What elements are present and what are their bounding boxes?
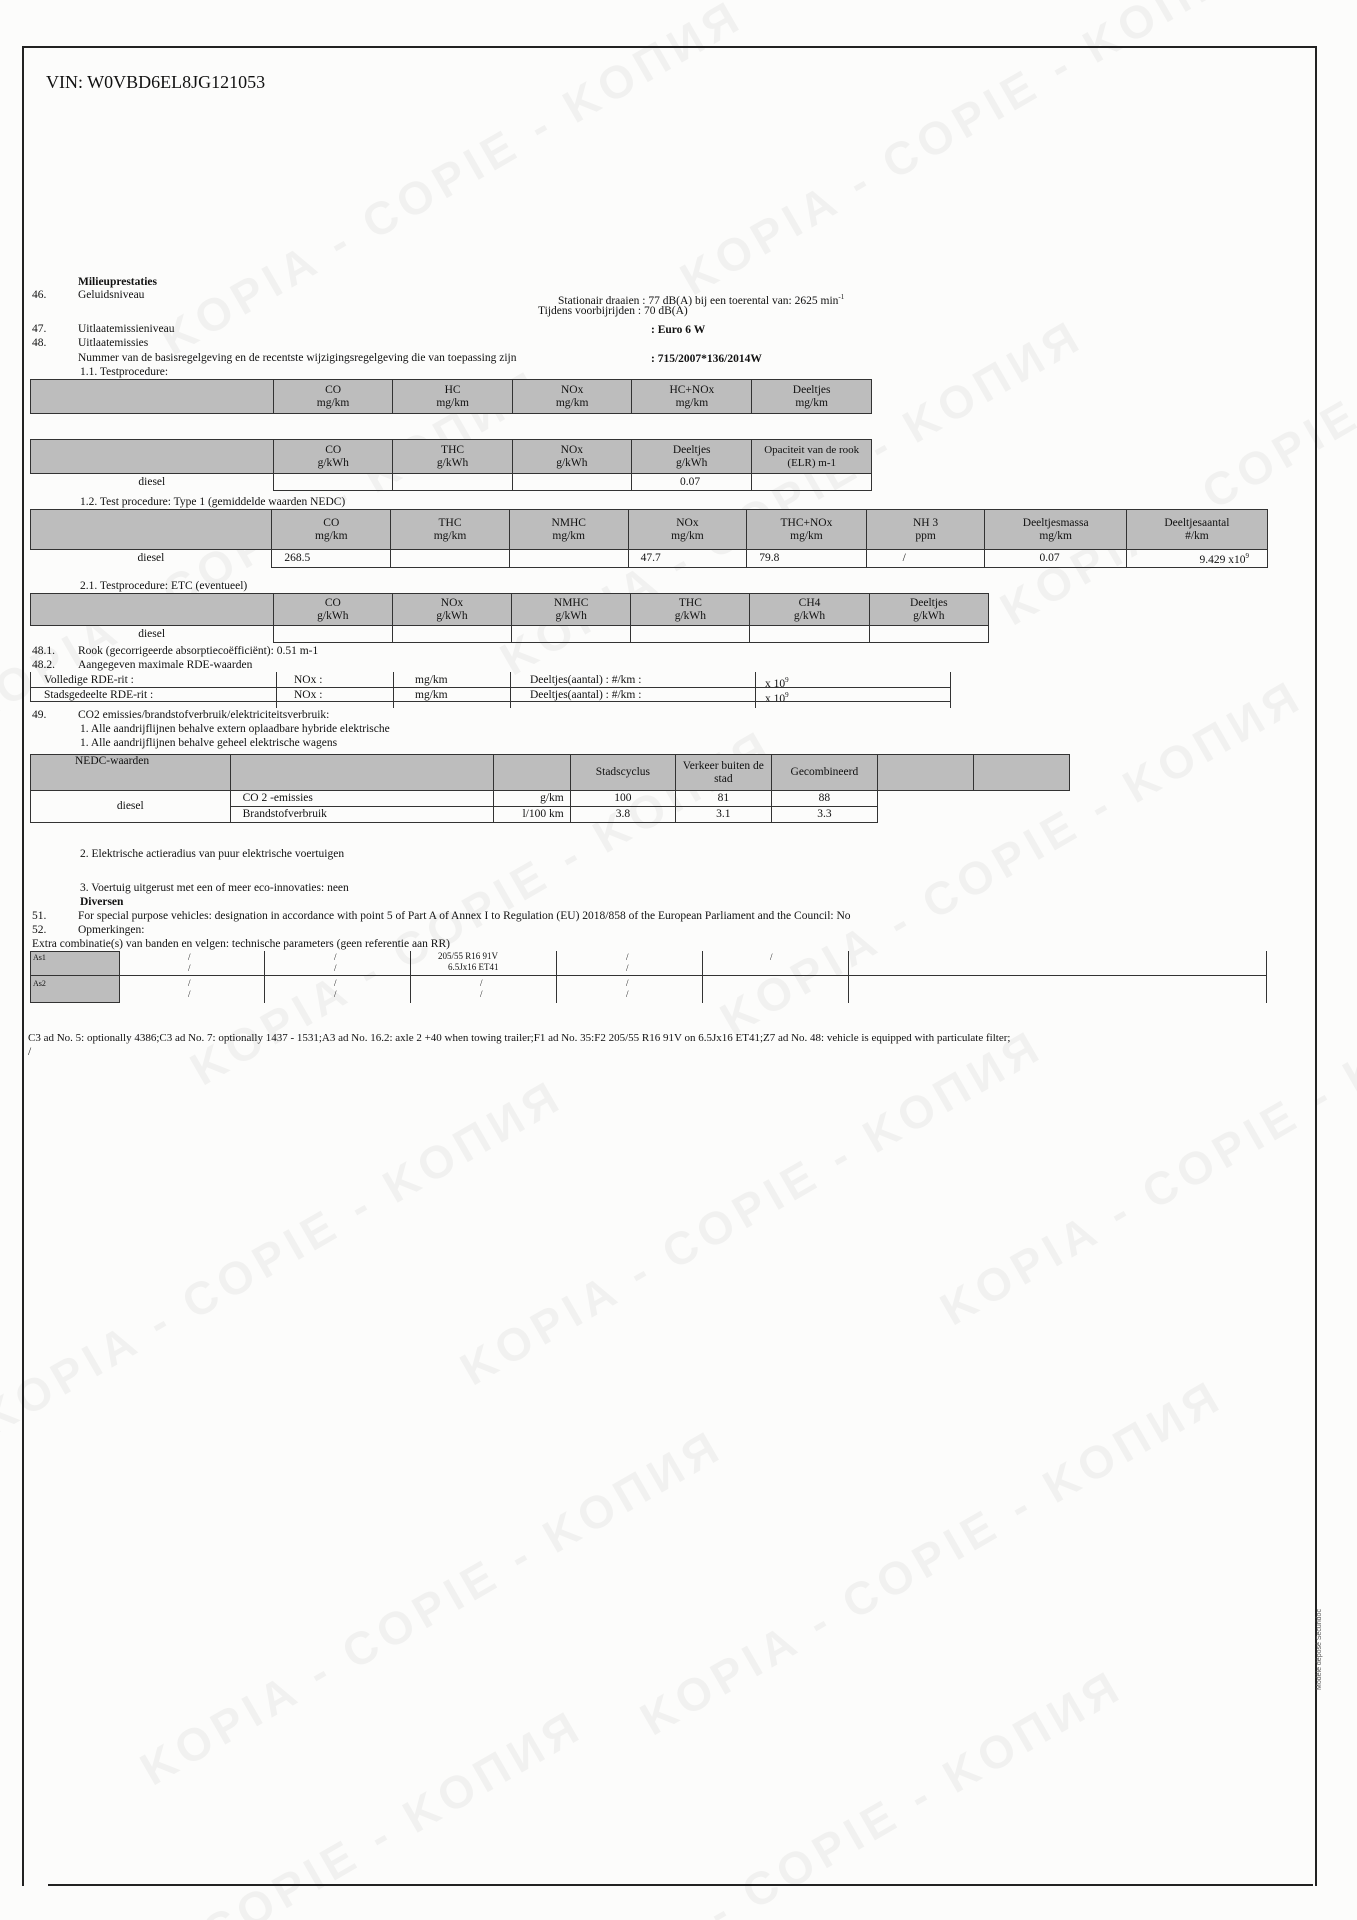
table-12: CO mg/km THC mg/km NMHC mg/km NOx mg/km THC+NOx mg/km NH 3 ppm Deeltjesmassa mg/km Deeltjesaantal #/km diesel 268.5 47.7 79.8 / 0.07 9.429 $x10^9$ (30, 509, 1268, 568)
opm-label: Opmerkingen: (78, 924, 145, 936)
num-48: 48. (32, 337, 47, 349)
tyre-size: 205/55 R16 91V (438, 951, 499, 961)
uitlaatniveau-label: Uitlaatemissieniveau (78, 323, 175, 335)
special-text: For special purpose vehicles: designation in accordance with point 5 of Part A of Annex I to Regulation (EU) 2018/858 of the European Parliament and the Council: No (78, 910, 851, 922)
nedc-table: NEDC-waarden Stadscyclus Verkeer buiten de stad Gecombineerd diesel CO 2 -emissies g/km 100 81 88 Brandstofverbruik l/100 km 3.8 3.1 3.3 (30, 754, 1070, 823)
table-12-count-value: 9.429 $x10^9$ (1126, 550, 1267, 568)
diversen-title: Diversen (80, 896, 124, 908)
table-11a-blank (31, 380, 274, 414)
table-11b-fuel: diesel (138, 475, 166, 488)
eco-label: 3. Voertuig uitgerust met een of meer eco-innovaties: neen (80, 882, 349, 894)
num-46: 46. (32, 289, 47, 301)
test21-label: 2.1. Testprocedure: ETC (eventueel) (80, 580, 248, 592)
basis-label: Nummer van de basisregelgeving en de recentste wijzigingsregelgeving die van toepassing zijn (78, 352, 517, 364)
nedc-fuel: diesel (31, 791, 231, 823)
test12-label: 1.2. Test procedure: Type 1 (gemiddelde waarden NEDC) (80, 496, 346, 508)
nedc-title: NEDC-waarden (31, 755, 231, 791)
table-12-co-value: 268.5 (272, 550, 391, 568)
elektr-label: 2. Elektrische actieradius van puur elektrische voertuigen (80, 848, 345, 860)
tyre-as1-label: As1 (33, 953, 46, 962)
num-481: 48.1. (32, 645, 55, 657)
table-21: CO g/kWh NOx g/kWh NMHC g/kWh THC g/kWh CH4 g/kWh Deeltjes g/kWh diesel (30, 593, 989, 643)
test11-label: 1.1. Testprocedure: (80, 366, 169, 378)
tyre-table: As1 As2 / / 205/55 R16 91V / / / / 6.5Jx16 ET41 / / / / / / / / / (30, 951, 1266, 1003)
alle1-label: 1. Alle aandrijflijnen behalve extern oplaadbare hybride elektrische (80, 723, 390, 735)
num-51: 51. (32, 910, 47, 922)
stationair-text: Stationair draaien : 77 dB(A) bij een toerental van: 2625 $\min^{-1}$ (558, 293, 845, 307)
vin-number: VIN: W0VBD6EL8JG121053 (46, 72, 266, 92)
num-52: 52. (32, 924, 47, 936)
table-12-mass-value: 0.07 (985, 550, 1126, 568)
remarks-text: C3 ad No. 5: optionally 4386;C3 ad No. 7: optionally 1437 - 1531;A3 ad No. 16.2: axle 2 +40 when towing trailer;F1 ad No. 35:F2 205/55 R16 91V on 6.5Jx16 ET41;Z7 ad No. 48: vehicle is equipped with particulate filter; (28, 1032, 1011, 1044)
alle2-label: 1. Alle aandrijflijnen behalve geheel elektrische wagens (80, 737, 338, 749)
tyre-as2-label: As2 (33, 979, 46, 988)
table-11b: CO g/kWh THC g/kWh NOx g/kWh Deeltjes g/kWh Opaciteit van de rook (ELR) m-1 diesel 0.07 (30, 439, 872, 491)
table-11a-nox: NOx mg/km (512, 380, 632, 414)
extra-label: Extra combinatie(s) van banden en velgen: technische parameters (geen referentie aan RR) (32, 938, 450, 950)
milieu-title: Milieuprestaties (78, 276, 157, 288)
side-note: Modèle déposé Securidoc (1316, 1609, 1323, 1690)
rim-size: 6.5Jx16 ET41 (448, 962, 499, 972)
rde-label: Aangegeven maximale RDE-waarden (78, 659, 253, 671)
table-11a-hcnox: HC+NOx mg/km (632, 380, 752, 414)
num-47: 47. (32, 323, 47, 335)
rook-label: Rook (gecorrigeerde absorptiecoëfficiënt): 0.51 m-1 (78, 645, 319, 657)
remarks-slash: / (28, 1046, 32, 1058)
table-12-nox-value: 47.7 (628, 550, 747, 568)
table-11a-hc: HC mg/km (393, 380, 513, 414)
table-11a-deeltjes: Deeltjes mg/km (752, 380, 872, 414)
voorbij-text: Tijdens voorbijrijden : 70 dB(A) (538, 305, 688, 317)
table-11b-deeltjes-value: 0.07 (632, 474, 752, 491)
basis-value: : 715/2007*136/2014W (651, 353, 762, 365)
co2-label: CO2 emissies/brandstofverbruik/elektriciteitsverbruik: (78, 709, 330, 721)
table-11a (30, 379, 872, 414)
table-11a-co: CO mg/km (273, 380, 393, 414)
table-12-thcnox-value: 79.8 (747, 550, 866, 568)
num-49: 49. (32, 709, 47, 721)
euro-value: : Euro 6 W (651, 324, 706, 336)
num-482: 48.2. (32, 659, 55, 671)
uitlaat-label: Uitlaatemissies (78, 337, 149, 349)
bottom-rule (48, 1884, 1313, 1886)
rde-table: Volledige RDE-rit : NOx : mg/km Deeltjes(aantal) : #/km : x $10^9$ Stadsgedeelte RDE-rit : NOx : mg/km Deeltjes(aantal) : #/km : x $10^9$ (44, 674, 789, 705)
geluid-label: Geluidsniveau (78, 289, 145, 301)
